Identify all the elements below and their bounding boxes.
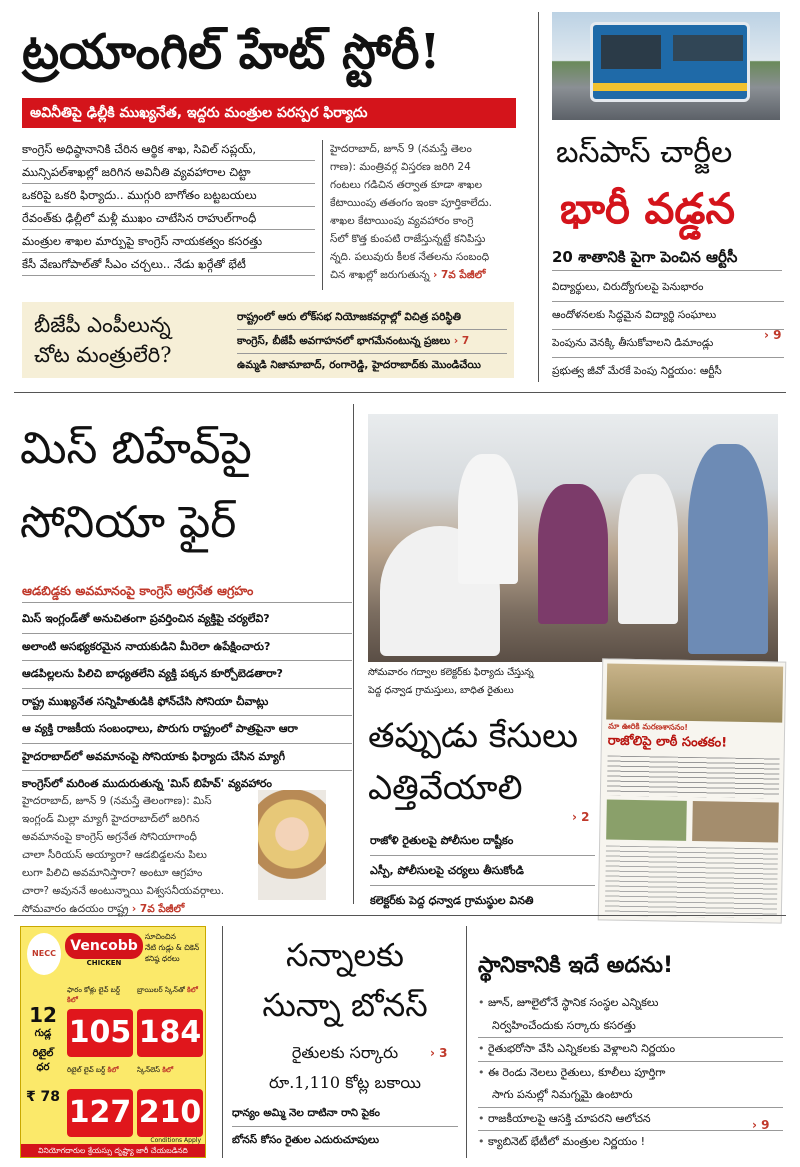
ad-price-box: 127 xyxy=(67,1089,133,1137)
story1-body-line: స్‌లో కొత్త కుంపటి రాజేస్తున్నట్టే కనిపిస్తు xyxy=(330,233,486,245)
sonia-pageref-label: 7వ పేజీలో xyxy=(139,903,185,915)
sonia-line: అలాంటి అసభ్యకరమైన నాయకుడిని మీరెలా ఉపేక్షించారు? xyxy=(22,634,352,662)
ad-item-name: ఫారం కోళ్లు లైవ్ బర్డ్ xyxy=(67,986,121,994)
bus-sub: 20 శాతానికి పైగా పెంచిన ఆర్టీసీ xyxy=(552,244,782,271)
story1-bullet: కాంగ్రెస్ అధిష్ఠానానికి చేరిన ఆర్థిక శాఖ, సివిల్ సప్లయ్, xyxy=(22,138,315,161)
sonia-line: ఆ వ్యక్తి రాజకీయ సంబంధాలు, పొరుగు రాష్ట్రంలో పాత్రపైనా ఆరా xyxy=(22,716,352,744)
local-bullet xyxy=(478,1038,783,1062)
local-bullet-text: ఈ రెండు నెలలు రైతులు, కూలీలు పూర్తిగా xyxy=(488,1065,666,1079)
bonus-headline-line: సున్నా బోనస్ xyxy=(262,986,428,1024)
bjp-line: కాంగ్రెస్, బీజేపీ అవగాహనలో భాగమేనంటున్న ప్రజలు xyxy=(237,335,451,347)
bonus-headline-line: సన్నాలకు xyxy=(286,936,404,974)
sonia-lines xyxy=(22,606,352,798)
sonia-body-line: చారా? అవుననే అంటున్నాయి విశ్వసనీయవర్గాలు. xyxy=(22,885,225,897)
egg-label: గుడ్ల xyxy=(34,1028,52,1039)
sonia-line: రాష్ట్ర ముఖ్యనేత సన్నిహితుడికి ఫోన్‌చేసి సోనియా చీవాట్లు xyxy=(22,689,352,717)
bjp-title-line: బీజేపీ ఎంపీలున్న xyxy=(34,313,171,337)
story1-body-line: చిన శాఖల్లో జరుగుతున్న xyxy=(330,269,430,281)
bjp-lines xyxy=(237,306,507,377)
bus-headline-line1: బస్‌పాస్ చార్జీల xyxy=(556,135,733,170)
bjp-box xyxy=(22,302,514,378)
bus-headline-line2: భారీ వడ్డన xyxy=(560,184,735,233)
bonus-sub xyxy=(232,1038,458,1098)
sonia-body xyxy=(22,792,254,918)
local-bullet-text: నిర్వహించేందుకు సర్కారు కసరత్తు xyxy=(478,1015,783,1039)
cases-headline-line: ఎత్తివేయాలి xyxy=(368,768,523,808)
story1-body xyxy=(330,140,520,284)
ad-header-line: కనిష్ఠ ధరలు xyxy=(145,954,180,963)
ad-header-line: సూచించిన xyxy=(145,932,176,941)
sonia-body-line: హైదరాబాద్, జూన్ 9 (నమస్తే తెలంగాణ): మిస్ xyxy=(22,795,212,807)
local-bullet xyxy=(478,1108,783,1132)
ad-item-unit: కిలో xyxy=(162,1066,174,1074)
sonia-body-line: చాలా సీరియస్ అయ్యారా? ఆడబిడ్డలను పిలు xyxy=(22,849,207,861)
story1-pageref[interactable]: › 7వ పేజీలో xyxy=(433,269,486,281)
cases-pageref-label: 2 xyxy=(581,810,590,824)
local-bullet-text: సాగు పనుల్లో నిమగ్నమై ఉంటారు xyxy=(478,1084,783,1108)
local-bullets xyxy=(478,992,783,1154)
story1-bullet: మున్సిపల్‌శాఖల్లో జరిగిన అవినీతి వ్యవహారాల చిట్టా xyxy=(22,161,315,184)
local-bullet xyxy=(478,992,783,1015)
local-bullet xyxy=(478,1131,783,1154)
ad-price-box: 210 xyxy=(137,1089,203,1137)
bus-lines xyxy=(552,274,784,385)
ad-header xyxy=(145,931,205,964)
cases-lines xyxy=(370,826,595,915)
newspaper-clipping xyxy=(598,658,787,923)
cases-line: ఎస్పీ, పోలీసులపై చర్యలు తీసుకోండి xyxy=(370,856,595,886)
local-headline: స్థానికానికి ఇదే అదను! xyxy=(478,953,673,978)
local-pageref[interactable]: › 9 xyxy=(752,1118,770,1132)
bus-pageref-label: 9 xyxy=(773,328,782,342)
ad-price-box: 184 xyxy=(137,1009,203,1057)
local-bullet xyxy=(478,1062,783,1085)
bonus-pageref[interactable]: › 3 xyxy=(430,1046,448,1060)
story1-bullet: ఒకరిపై ఒకరి ఫిర్యాదు.. ముగ్గురి బాగోతం బట్టబయలు xyxy=(22,184,315,207)
story1-bullet: కేసీ వేణుగోపాల్‌తో సీఎం చర్చలు.. నేడు ఖర్గేతో భేటీ xyxy=(22,253,315,276)
necc-logo: NECC xyxy=(27,933,61,975)
cases-headline-line: తప్పుడు కేసులు xyxy=(368,716,579,756)
bonus-headline xyxy=(230,930,460,1030)
story1-bullets xyxy=(22,138,315,276)
bonus-line: బోనస్ కోసం రైతుల ఎదురుచూపులు xyxy=(232,1134,379,1146)
ad-item-unit: కిలో xyxy=(107,1066,119,1074)
sonia-headline xyxy=(20,412,350,560)
price-label: ధర xyxy=(36,1062,50,1073)
local-bullet-text: జూన్, జూలైలోనే స్థానిక సంస్థల ఎన్నికలు xyxy=(488,996,659,1009)
sonia-line: కాంగ్రెస్‌లో మరింత ముదురుతున్న 'మిస్ బిహేవ్' వ్యవహారం xyxy=(22,777,272,790)
sonia-body-line: లుగా పిలిచి అవమానిస్తారా? అంటూ ఆగ్రహం xyxy=(22,867,203,879)
story1-body-line: హైదరాబాద్, జూన్ 9 (నమస్తే తెలం xyxy=(330,143,472,155)
vencobb-ad[interactable] xyxy=(20,926,206,1158)
cases-headline xyxy=(368,710,590,814)
ad-item-name: స్కిన్‌లెస్ xyxy=(137,1066,160,1074)
egg-price: ₹ 78 xyxy=(25,1089,61,1105)
local-bullet-text: క్యాబినెట్ భేటీలో మంత్రుల నిర్ణయం ! xyxy=(488,1135,646,1148)
cases-pageref[interactable]: › 2 xyxy=(572,810,590,824)
cases-line: రాజోళి రైతులపై పోలీసుల దాష్టీకం xyxy=(370,826,595,856)
ad-footer: వినియోగదారుల శ్రేయస్సు దృష్ట్యా జారీ చేయబడినది xyxy=(21,1144,205,1157)
story1-body-line: శాఖల కేటాయింపు వ్యవహారం కాంగ్రె xyxy=(330,215,474,227)
retail-label: రిటైల్ xyxy=(32,1048,54,1059)
sonia-body-line: సోమవారం ఉదయం రాష్ట్ర xyxy=(22,903,129,915)
ad-item-unit: కిలో xyxy=(187,986,198,994)
collector-photo xyxy=(368,414,778,662)
bjp-line: రాష్ట్రంలో ఆరు లోక్‌సభ నియోజకవర్గాల్లో విచిత్ర పరిస్థితి xyxy=(237,306,507,330)
bonus-line: ధాన్యం అమ్మి నెల దాటినా రాని పైకం xyxy=(232,1100,458,1127)
vencobb-logo: Vencobb xyxy=(65,933,143,959)
bullet-icon: • xyxy=(478,1111,488,1125)
sonia-pageref[interactable]: › 7వ పేజీలో xyxy=(131,903,185,915)
clip-headline: రాజోలిపై లాఠీ సంతకం! xyxy=(607,733,728,751)
subhead-triangle-story: అవినీతిపై ఢిల్లీకి ముఖ్యనేత, ఇద్దరు మంత్రుల పరస్పర ఫిర్యాదు xyxy=(22,98,516,128)
ad-conditions: Conditions Apply xyxy=(150,1137,201,1144)
local-pageref-label: 9 xyxy=(761,1118,770,1132)
ad-header-line: నేటి గుడ్లు & చికెన్ xyxy=(145,943,200,952)
sonia-headline-line: సోనియా ఫైర్ xyxy=(20,497,237,548)
bus-line: ఆందోళనలకు సిద్ధమైన విద్యార్థి సంఘాలు xyxy=(552,302,784,330)
story1-body-line: గాణ): మంత్రివర్గ విస్తరణ జరిగి 24 xyxy=(330,161,471,173)
egg-count: 12 xyxy=(29,1003,57,1027)
miss-england-photo xyxy=(258,790,326,900)
headline-triangle-story: ట్రయాంగిల్ హేట్ స్టోరీ! xyxy=(22,24,441,80)
bonus-sub-line: రూ.1,110 కోట్ల బకాయి xyxy=(269,1073,421,1092)
ad-price-box: 105 xyxy=(67,1009,133,1057)
story1-body-line: గంటలు గడిచిన తర్వాత కూడా శాఖల xyxy=(330,179,483,191)
bullet-icon: • xyxy=(478,996,488,1009)
ad-item-name: రిటైల్ లైవ్ బర్డ్ xyxy=(67,1066,106,1074)
bonus-sub-line: రైతులకు సర్కారు xyxy=(291,1043,399,1062)
bus-pageref[interactable]: › 9 xyxy=(764,328,782,342)
bus-line: విద్యార్థులు, చిరుద్యోగులపై పెనుభారం xyxy=(552,274,784,302)
sonia-line: మిస్ ఇంగ్లండ్‌తో అనుచితంగా ప్రవర్తించిన వ్యక్తిపై చర్యలేవి? xyxy=(22,606,352,634)
bjp-line: ఉమ్మడి నిజామాబాద్, రంగారెడ్డి, హైదరాబాద్‌కు మొండిచేయి xyxy=(237,359,481,371)
sonia-headline-line: మిస్ బిహేవ్‌పై xyxy=(20,423,252,474)
bjp-title xyxy=(34,310,234,370)
ad-item-label xyxy=(67,985,133,1007)
clip-banner: మా ఊరికి మరణశాసనం! xyxy=(608,721,689,732)
ad-item-unit: కిలో xyxy=(67,996,78,1004)
story1-body-line: కేటాయింపు తతంగం ఇంకా పూర్తికాలేదు. xyxy=(330,197,492,209)
sonia-sub: ఆడబిడ్డకు అవమానంపై కాంగ్రెస్ అగ్రనేత ఆగ్రహం xyxy=(22,580,352,603)
ad-item-label xyxy=(137,1065,203,1087)
ad-item-label xyxy=(137,985,203,1007)
bjp-title-line: చోట మంత్రులేరి? xyxy=(34,343,172,367)
photo-caption-line: పెద్ద ధన్వాడ గ్రామస్తులు, బాధిత రైతులు xyxy=(368,685,514,696)
cases-line: కలెక్టర్‌కు పెద్ద ధన్వాడ గ్రామస్థుల వినతి xyxy=(370,894,534,907)
bonus-lines xyxy=(232,1100,458,1153)
story1-bullet: రేవంత్‌కు ఢిల్లీలో మళ్లీ ముఖం చాటేసిన రాహుల్‌గాంధీ xyxy=(22,207,315,230)
local-bullet-text: రాజకీయాలపై ఆసక్తి చూపరని ఆలోచన xyxy=(488,1111,651,1125)
bullet-icon: • xyxy=(478,1065,488,1079)
sonia-line: ఆడపిల్లలను పిలిచి బాధ్యతలేని వ్యక్తి పక్కన కూర్చోబెడతారా? xyxy=(22,661,352,689)
bus-photo xyxy=(552,12,780,120)
bus-shape xyxy=(590,22,750,102)
bjp-pageref-label: 7 xyxy=(461,335,470,347)
sonia-body-line: ఇంగ్లండ్ మిల్లా మ్యాగీ హైదరాబాద్‌లో జరిగిన xyxy=(22,813,200,825)
egg-price-panel xyxy=(23,1003,63,1105)
photo-caption-line: సోమవారం గద్వాల కలెక్టర్‌కు ఫిర్యాదు చేస్తున్న xyxy=(368,667,534,678)
bus-line: పెంపును వెనక్కి తీసుకోవాలని డిమాండ్లు xyxy=(552,330,784,358)
vencobb-sub: CHICKEN xyxy=(86,959,122,967)
bullet-icon: • xyxy=(478,1042,488,1055)
sonia-line: హైదరాబాద్‌లో అవమానంపై సోనియాకు ఫిర్యాదు చేసిన మ్యాగీ xyxy=(22,744,352,772)
bus-line: ప్రభుత్వ జీవో మేరకే పెంపు నిర్ణయం: ఆర్టీసీ xyxy=(552,365,722,377)
local-bullet-text: రైతుభరోసా వేసి ఎన్నికలకు వెళ్లాలని నిర్ణయం xyxy=(488,1042,676,1055)
bullet-icon: • xyxy=(478,1135,488,1148)
story1-bullet: మంత్రుల శాఖల మార్పుపై కాంగ్రెస్ నాయకత్వం కసరత్తు xyxy=(22,230,315,253)
story1-pageref-label: 7వ పేజీలో xyxy=(441,269,486,281)
bonus-pageref-label: 3 xyxy=(439,1046,448,1060)
ad-item-name: బ్రాయిలర్ స్కిన్‌తో xyxy=(137,986,185,994)
photo-caption xyxy=(368,664,590,700)
bjp-pageref[interactable]: › 7 xyxy=(453,335,470,347)
story1-body-line: న్నది. పలువురు కీలక నేతలను సంబంధి xyxy=(330,251,490,263)
sonia-body-line: అవమానంపై కాంగ్రెస్ అగ్రనేత సోనియాగాంధీ xyxy=(22,831,197,843)
ad-item-label xyxy=(67,1065,133,1087)
